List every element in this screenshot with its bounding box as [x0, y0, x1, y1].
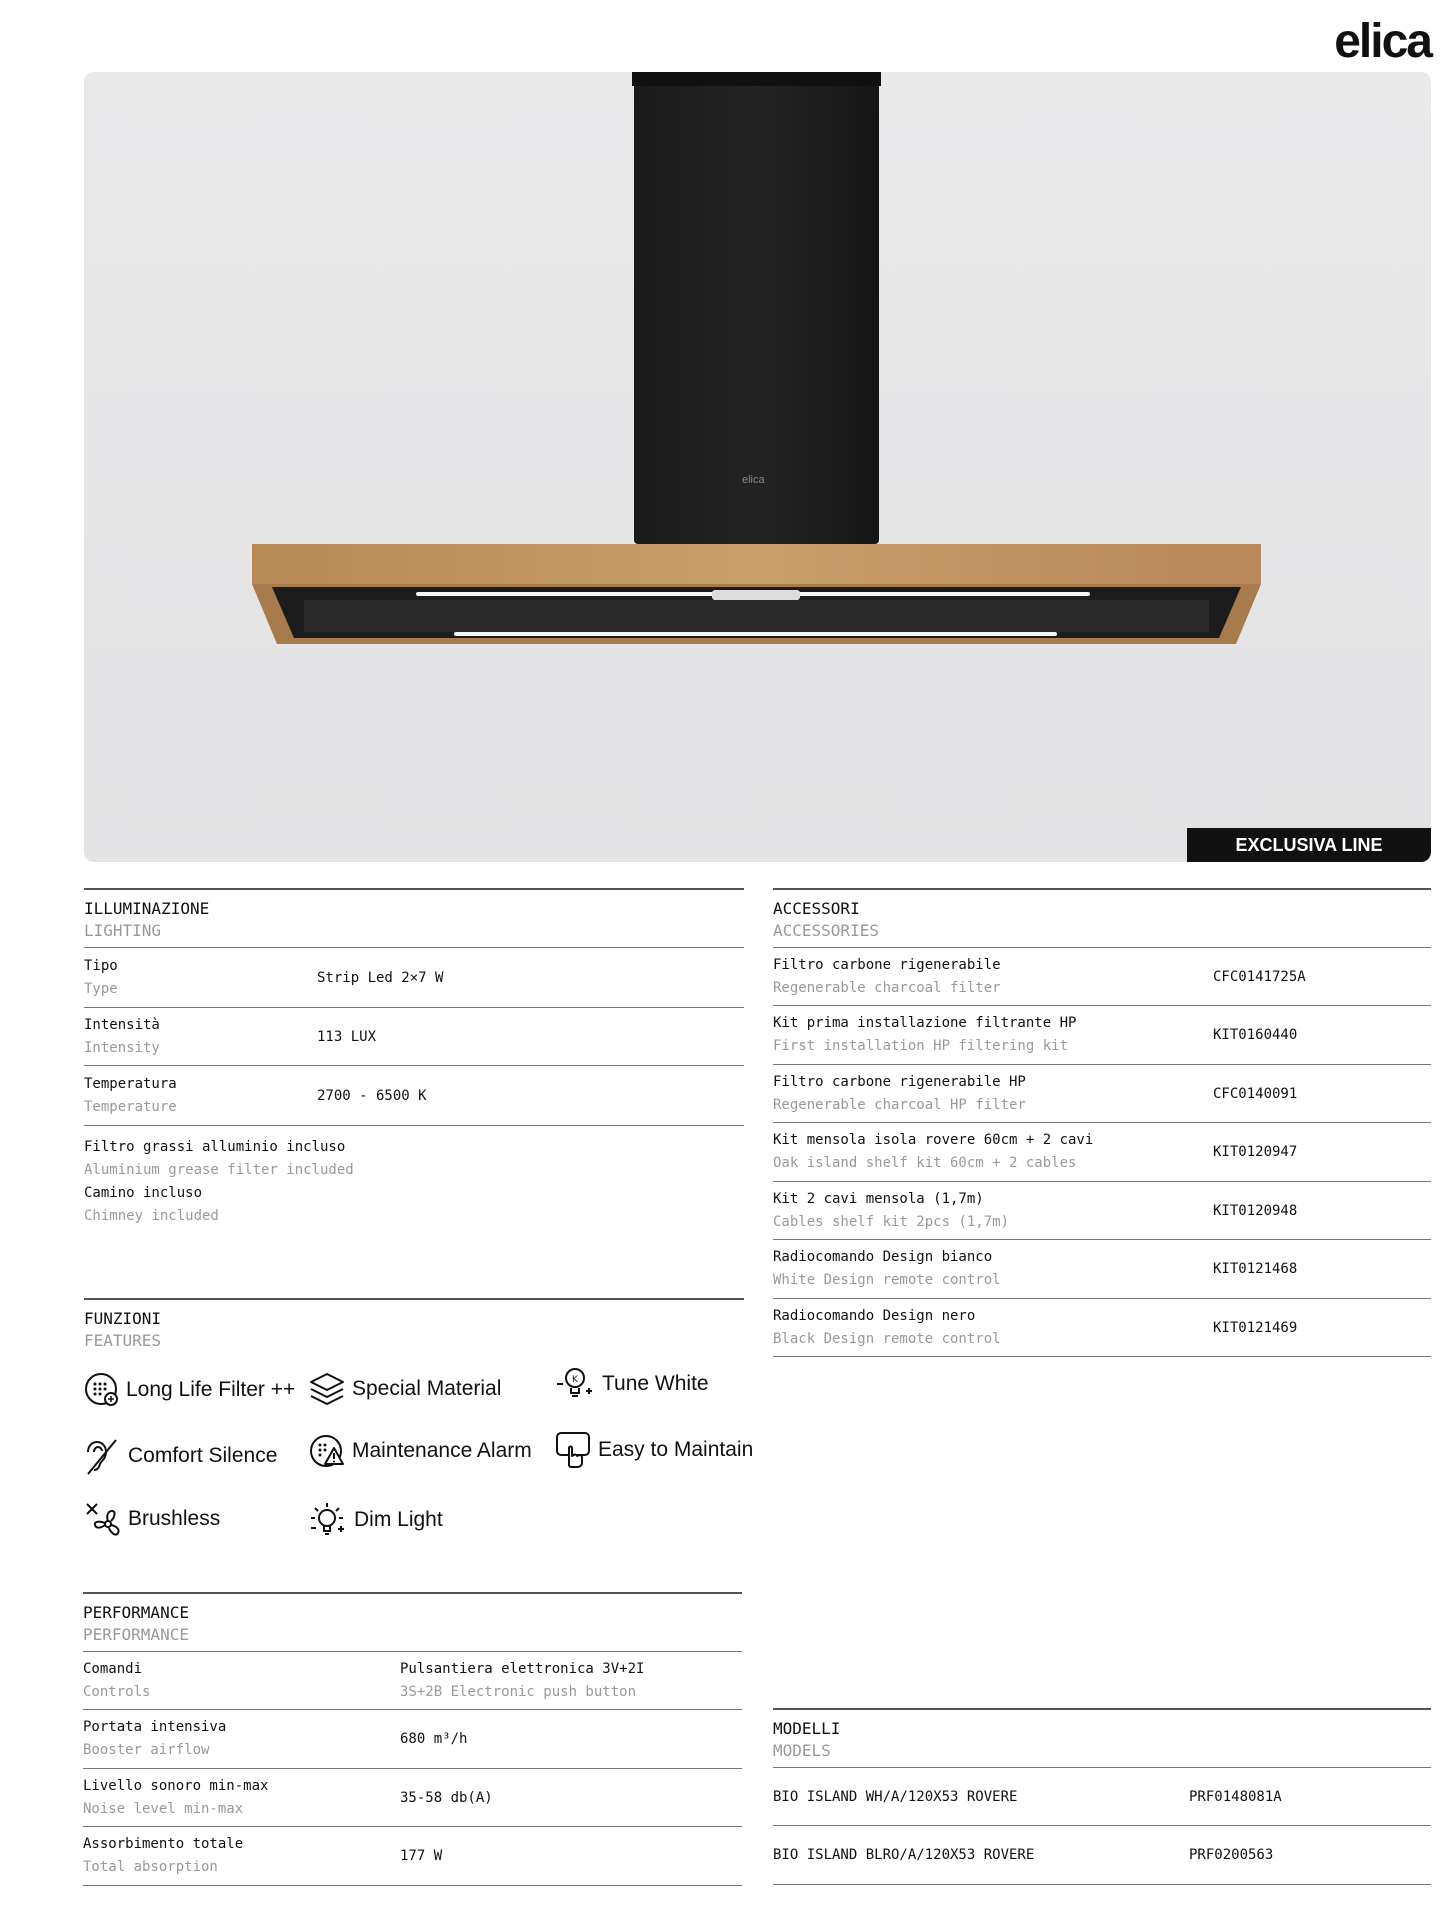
hood-brand-mark: elica [742, 474, 765, 486]
lighting-header [84, 888, 744, 948]
model-name: BIO ISLAND WH/A/120X53 ROVERE [773, 1788, 1018, 1805]
models-subtitle: MODELS [773, 1741, 831, 1760]
accessories-title: ACCESSORI [773, 899, 860, 918]
accessories-section [773, 888, 1431, 1357]
lighting-notes [84, 1126, 744, 1228]
performance-value: 680 m³/h [400, 1731, 468, 1747]
performance-title: PERFORMANCE [83, 1603, 189, 1622]
accessory-label: Radiocomando Design bianco [773, 1249, 993, 1265]
feature-dim-light [308, 1500, 443, 1540]
accessory-row [773, 1182, 1431, 1240]
note-it: Filtro grassi alluminio incluso [84, 1139, 346, 1155]
performance-label: Livello sonoro min-max [83, 1777, 269, 1794]
model-name: BIO ISLAND BLRO/A/120X53 ROVERE [773, 1847, 1035, 1863]
accessory-label-en: White Design remote control [773, 1272, 1001, 1288]
feature-brushless [84, 1500, 220, 1538]
feature-comfort-silence [84, 1436, 277, 1476]
performance-label-en: Noise level min-max [83, 1800, 244, 1817]
performance-row [83, 1827, 742, 1886]
models-title: MODELLI [773, 1719, 841, 1738]
accessory-label-en: Black Design remote control [773, 1330, 1001, 1347]
performance-row [83, 1652, 742, 1710]
performance-row [83, 1769, 742, 1827]
spec-label: Intensità [84, 1016, 160, 1033]
accessory-code: CFC0140091 [1213, 1085, 1298, 1102]
performance-value-en: 3S+2B Electronic push button [400, 1683, 637, 1700]
accessory-label-en: First installation HP filtering kit [773, 1038, 1069, 1054]
accessory-label: Kit mensola isola rovere 60cm + 2 cavi [773, 1132, 1094, 1148]
accessory-row [773, 1123, 1431, 1182]
feature-label: Special Material [352, 1377, 502, 1400]
accessory-label: Kit prima installazione filtrante HP [773, 1015, 1077, 1031]
feature-label: Tune White [602, 1372, 709, 1395]
performance-label-en: Total absorption [83, 1859, 218, 1875]
spec-label-en: Type [84, 980, 118, 997]
performance-label-en: Booster airflow [83, 1742, 210, 1758]
spec-label-en: Intensity [84, 1039, 160, 1056]
models-header [773, 1708, 1431, 1768]
accessories-header [773, 888, 1431, 948]
accessory-label: Kit 2 cavi mensola (1,7m) [773, 1190, 984, 1207]
note-en: Chimney included [84, 1208, 219, 1224]
feature-label: Brushless [128, 1507, 221, 1530]
accessory-row [773, 948, 1431, 1006]
feature-label: Easy to Maintain [598, 1438, 754, 1461]
performance-header [83, 1592, 742, 1652]
accessory-code: KIT0160440 [1213, 1027, 1298, 1043]
lighting-subtitle: LIGHTING [84, 921, 162, 940]
note-en: Aluminium grease filter included [84, 1162, 354, 1178]
accessory-code: KIT0120948 [1213, 1202, 1298, 1219]
spec-label-en: Temperature [84, 1098, 177, 1115]
accessory-row [773, 1240, 1431, 1299]
accessory-label-en: Regenerable charcoal filter [773, 979, 1001, 996]
model-code: PRF0200563 [1189, 1847, 1274, 1863]
feature-tune-white [554, 1365, 709, 1403]
range-hood-illustration [84, 72, 1431, 862]
feature-label: Maintenance Alarm [352, 1439, 532, 1462]
models-section [773, 1708, 1431, 1885]
easy-maintain-hand-icon [554, 1430, 592, 1470]
accessory-label-en: Regenerable charcoal HP filter [773, 1096, 1026, 1113]
accessory-code: KIT0121469 [1213, 1319, 1298, 1336]
exclusiva-line-badge: EXCLUSIVA LINE [1187, 828, 1431, 862]
performance-section [83, 1592, 742, 1886]
features-title: FUNZIONI [84, 1309, 162, 1328]
feature-easy-to-maintain [554, 1430, 753, 1470]
performance-value: 35-58 db(A) [400, 1789, 493, 1806]
brand-logo: elica [1334, 15, 1431, 68]
spec-value: Strip Led 2×7 W [317, 969, 444, 986]
performance-label-en: Controls [83, 1683, 151, 1700]
feature-label: Dim Light [354, 1508, 443, 1531]
brushless-fan-icon [84, 1500, 122, 1538]
spec-row [84, 1066, 744, 1126]
accessory-code: CFC0141725A [1213, 968, 1306, 985]
comfort-silence-icon [84, 1436, 122, 1476]
spec-label: Temperatura [84, 1075, 177, 1092]
feature-special-material [308, 1370, 501, 1408]
accessory-label-en: Oak island shelf kit 60cm + 2 cables [773, 1155, 1077, 1171]
performance-value: 177 W [400, 1848, 443, 1864]
feature-label: Long Life Filter ++ [126, 1378, 296, 1401]
features-header [84, 1298, 744, 1352]
model-row [773, 1826, 1431, 1885]
accessory-code: KIT0120947 [1213, 1144, 1298, 1160]
performance-value: Pulsantiera elettronica 3V+2I [400, 1660, 645, 1677]
svg-text:K: K [572, 1375, 578, 1385]
accessories-subtitle: ACCESSORIES [773, 921, 879, 940]
performance-label: Comandi [83, 1660, 143, 1677]
lighting-title: ILLUMINAZIONE [84, 899, 210, 918]
spec-row [84, 948, 744, 1008]
accessory-row [773, 1065, 1431, 1123]
performance-label: Assorbimento totale [83, 1836, 244, 1852]
accessory-label: Filtro carbone rigenerabile [773, 956, 1001, 973]
maintenance-alarm-icon [308, 1432, 346, 1470]
performance-subtitle: PERFORMANCE [83, 1625, 189, 1644]
tune-white-bulb-icon [554, 1365, 596, 1403]
spec-value: 113 LUX [317, 1028, 377, 1045]
features-subtitle: FEATURES [84, 1331, 162, 1350]
performance-label: Portata intensiva [83, 1719, 227, 1735]
spec-label: Tipo [84, 957, 118, 974]
accessory-row [773, 1299, 1431, 1357]
performance-row [83, 1710, 742, 1769]
accessory-label: Radiocomando Design nero [773, 1307, 976, 1324]
dim-light-bulb-icon [308, 1500, 348, 1540]
feature-long-life-filter [84, 1372, 295, 1408]
spec-row [84, 1008, 744, 1066]
layers-icon [308, 1370, 346, 1408]
note-it: Camino incluso [84, 1185, 203, 1201]
lighting-section [84, 888, 744, 1228]
accessory-label: Filtro carbone rigenerabile HP [773, 1073, 1026, 1090]
spec-value: 2700 - 6500 K [317, 1087, 427, 1104]
model-code: PRF0148081A [1189, 1788, 1282, 1805]
features-section [84, 1298, 744, 1352]
model-row [773, 1768, 1431, 1826]
long-life-filter-icon [84, 1372, 120, 1408]
accessory-code: KIT0121468 [1213, 1261, 1298, 1277]
feature-label: Comfort Silence [128, 1444, 278, 1467]
accessory-label-en: Cables shelf kit 2pcs (1,7m) [773, 1213, 1010, 1230]
product-image [84, 72, 1431, 862]
accessory-row [773, 1006, 1431, 1065]
feature-maintenance-alarm [308, 1432, 532, 1470]
